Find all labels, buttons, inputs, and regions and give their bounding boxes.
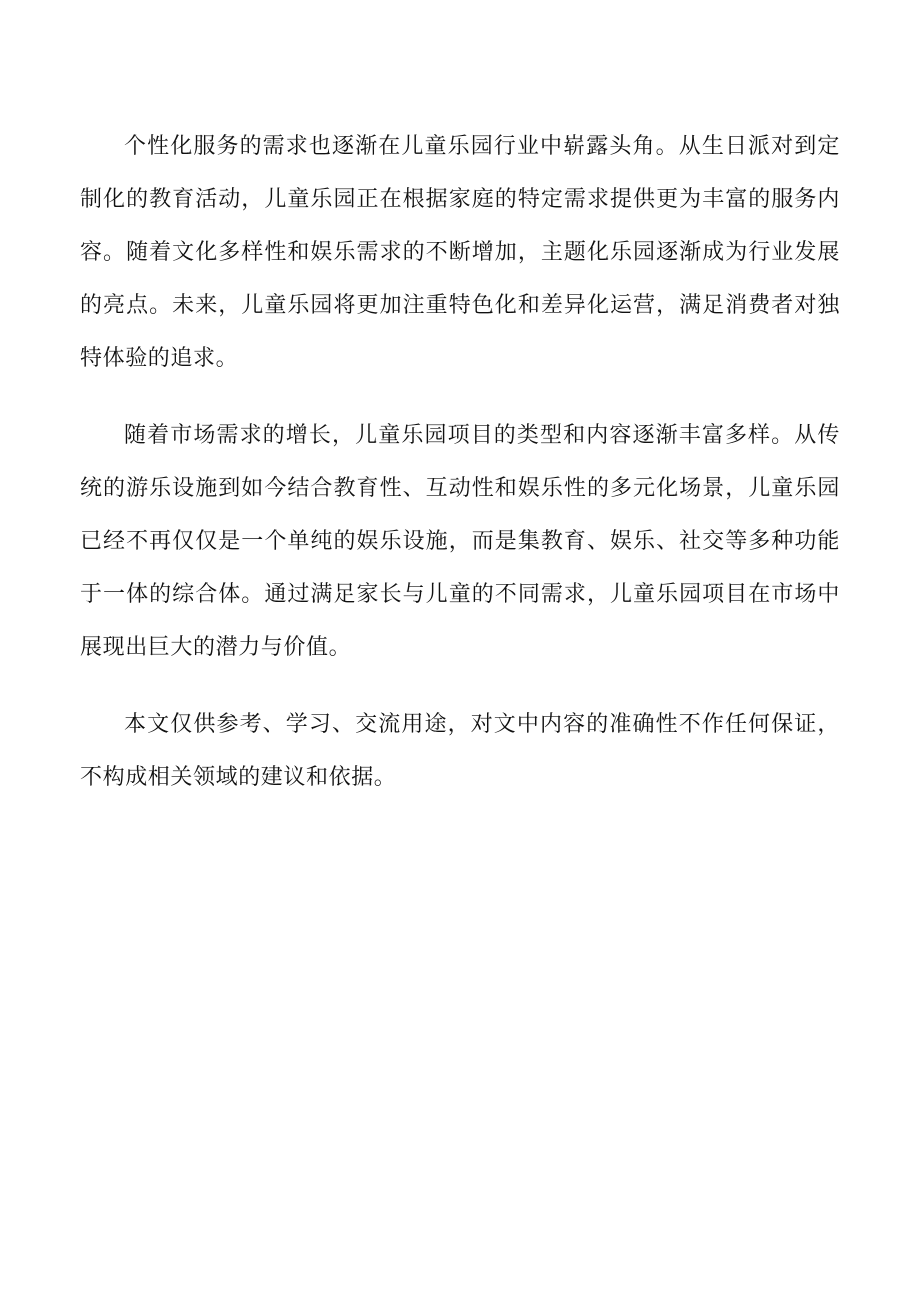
- document-body: [80, 120, 840, 828]
- paragraph-disclaimer: 本文仅供参考、学习、交流用途，对文中内容的准确性不作任何保证，不构成相关领域的建议和依据。: [80, 712, 840, 790]
- paragraph-market-growth: 随着市场需求的增长，儿童乐园项目的类型和内容逐渐丰富多样。从传统的游乐设施到如今结合教育性、互动性和娱乐性的多元化场景，儿童乐园已经不再仅仅是一个单纯的娱乐设施，而是集教育、娱乐、社交等多种功能于一体的综合体。通过满足家长与儿童的不同需求，儿童乐园项目在市场中展现出巨大的潜力与价值。: [80, 423, 840, 660]
- paragraph-personalized-services: 个性化服务的需求也逐渐在儿童乐园行业中崭露头角。从生日派对到定制化的教育活动，儿童乐园正在根据家庭的特定需求提供更为丰富的服务内容。随着文化多样性和娱乐需求的不断增加，主题化乐园逐渐成为行业发展的亮点。未来，儿童乐园将更加注重特色化和差异化运营，满足消费者对独特体验的追求。: [80, 134, 840, 371]
